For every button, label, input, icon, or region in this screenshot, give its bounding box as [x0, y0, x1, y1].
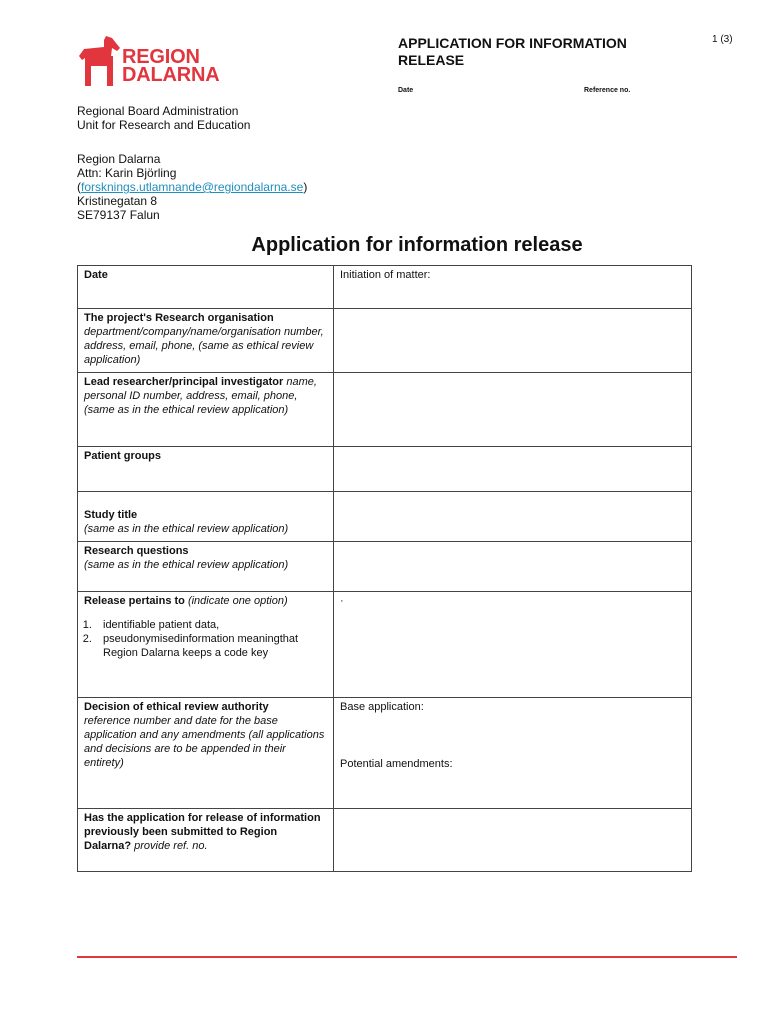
- recipient-block: [77, 152, 307, 222]
- amendments-label: Potential amendments:: [340, 758, 453, 770]
- sender-line-2: Unit for Research and Education: [77, 118, 251, 132]
- dala-horse-icon: [76, 34, 122, 88]
- release-option-2[interactable]: 2. pseudonymisedinformation meaningthat Region Dalarna keeps a code key: [95, 632, 327, 660]
- lead-researcher-label: Lead researcher/principal investigator: [84, 376, 284, 388]
- research-questions-label: Research questions: [84, 545, 189, 557]
- form-row-ethical-decision: [78, 698, 692, 809]
- form-row-previous-application: [78, 809, 692, 872]
- form-row-release: [78, 592, 692, 698]
- recipient-attn: Attn: Karin Björling: [77, 166, 177, 180]
- initiation-cell[interactable]: [334, 266, 692, 309]
- ethical-decision-input-cell[interactable]: [334, 698, 692, 809]
- recipient-email-link[interactable]: forsknings.utlamnande@regiondalarna.se: [81, 180, 304, 194]
- logo-text-region: REGION: [122, 46, 200, 68]
- previous-application-label: Has the application for release of information previously been submitted to Region Dalarna?: [84, 812, 321, 852]
- previous-application-input-cell[interactable]: [334, 809, 692, 872]
- organisation-label: The project's Research organisation: [84, 312, 274, 324]
- logo-text-dalarna: DALARNA: [122, 64, 220, 86]
- organisation-hint: department/company/name/organisation number, address, email, phone, (same as ethical review application): [84, 326, 324, 366]
- application-form: [77, 265, 692, 872]
- date-field-label: Date: [398, 87, 414, 94]
- patient-groups-label: Patient groups: [78, 447, 334, 492]
- research-questions-input-cell[interactable]: [334, 542, 692, 592]
- study-title-label: Study title: [84, 509, 138, 521]
- recipient-email-line: (forsknings.utlamnande@regiondalarna.se): [77, 180, 308, 194]
- previous-application-hint: provide ref. no.: [134, 840, 208, 852]
- recipient-street: Kristinegatan 8: [77, 194, 158, 208]
- study-title-hint: (same as in the ethical review application): [84, 523, 289, 535]
- release-hint: (indicate one option): [187, 595, 288, 607]
- base-application-label: Base application:: [340, 701, 424, 713]
- footer-divider: [77, 956, 737, 958]
- ethical-decision-hint: reference number and date for the base application and any amendments (all applications and decisions are to be appended in their entirety): [84, 715, 325, 769]
- form-row-date: [78, 266, 692, 309]
- page-number: 1 (3): [712, 34, 733, 45]
- recipient-org: Region Dalarna: [77, 152, 161, 166]
- sender-line-1: Regional Board Administration: [77, 104, 239, 118]
- reference-field-label: Reference no.: [584, 87, 631, 94]
- form-row-research-questions: [78, 542, 692, 592]
- release-options-list: [71, 618, 327, 660]
- study-title-input-cell[interactable]: [334, 492, 692, 542]
- lead-researcher-input-cell[interactable]: [334, 373, 692, 447]
- region-dalarna-logo: [76, 34, 226, 90]
- release-option-1[interactable]: 1. identifiable patient data,: [95, 618, 327, 632]
- release-value: ·: [340, 595, 344, 607]
- release-label: Release pertains to: [84, 595, 185, 607]
- form-row-patient-groups: [78, 447, 692, 492]
- organisation-input-cell[interactable]: [334, 309, 692, 373]
- initiation-label: Initiation of matter:: [340, 269, 431, 281]
- form-row-study-title: [78, 492, 692, 542]
- lead-researcher-hint: name, personal ID number, address, email, phone, (same as in the ethical review application): [84, 376, 317, 416]
- recipient-postcode: SE79137 Falun: [77, 208, 160, 222]
- form-title: Application for information release: [251, 234, 583, 256]
- release-input-cell[interactable]: [334, 592, 692, 698]
- date-label: Date: [78, 266, 334, 309]
- form-row-organisation: [78, 309, 692, 373]
- ethical-decision-label: Decision of ethical review authority: [84, 701, 269, 713]
- sender-block: [77, 104, 250, 132]
- research-questions-hint: (same as in the ethical review application): [84, 559, 289, 571]
- document-title: APPLICATION FOR INFORMATION RELEASE: [398, 35, 627, 68]
- patient-groups-input-cell[interactable]: [334, 447, 692, 492]
- form-row-lead-researcher: [78, 373, 692, 447]
